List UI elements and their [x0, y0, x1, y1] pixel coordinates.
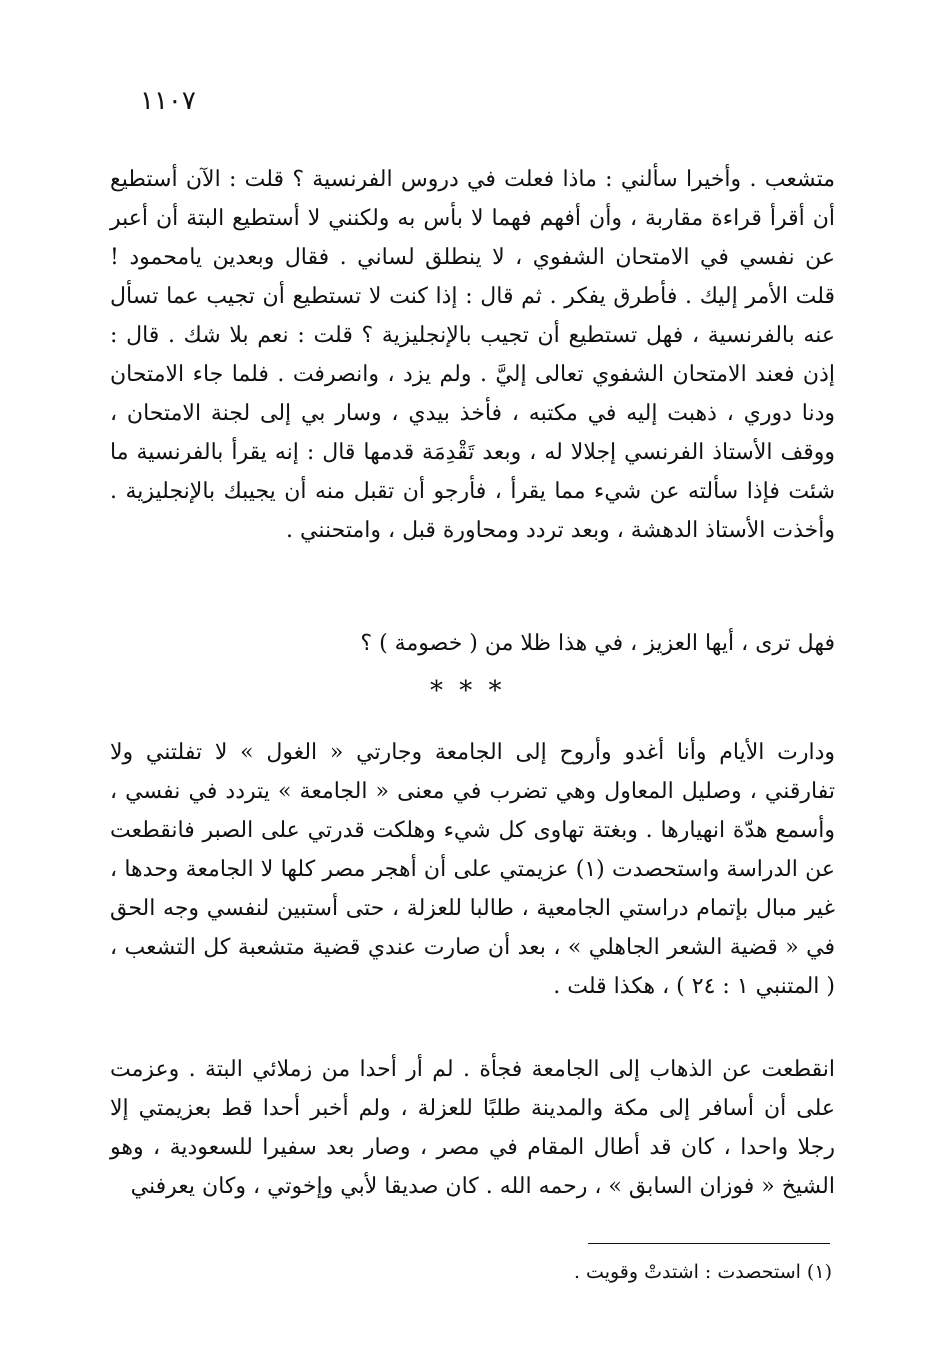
body-paragraph-1: متشعب . وأخيرا سألني : ماذا فعلت في دروس الفرنسية ؟ قلت : الآن أستطيع أن أقرأ قراءة مقاربة ، وأن أفهم فهما لا بأس به ولكنني لا أستطيع البتة أن أعبر عن نفسي في الامتحان الشفوي ، لا ينطلق لساني . فقال وبعدين يامحمود ! قلت الأمر إليك . فأطرق يفكر . ثم قال : إذا كنت لا تستطيع أن تجيب عما تسأل عنه بالفرنسية ، فهل تستطيع أن تجيب بالإنجليزية ؟ قلت : نعم بلا شك . قال : إذن فعند الامتحان الشفوي تعالى إليَّ . ولم يزد ، وانصرفت . فلما جاء الامتحان ودنا دوري ، ذهبت إليه في مكتبه ، فأخذ بيدي ، وسار بي إلى لجنة الامتحان ، ووقف الأستاذ الفرنسي إجلالا له ، وبعد تَقْدِمَة قدمها قال : إنه يقرأ بالفرنسية ما شئت فإذا سألته عن شيء مما يقرأ ، فأرجو أن تقبل منه أن يجيبك بالإنجليزية . وأخذت الأستاذ الدهشة ، وبعد تردد ومحاورة قبل ، وامتحنني . [110, 167, 835, 543]
body-paragraph-3: ودارت الأيام وأنا أغدو وأروح إلى الجامعة وجارتي « الغول » لا تفلتني ولا تفارقني ، وصليل المعاول وهي تضرب في معنى « الجامعة » يتردد في نفسي ، وأسمع هدّة انهيارها . وبغتة تهاوى كل شيء وهلكت قدرتي على الصبر فانقطعت عن الدراسة واستحصدت (١) عزيمتي على أن أهجر مصر كلها لا الجامعة وحدها ، غير مبال بإتمام دراستي الجامعية ، طالبا للعزلة ، حتى أستبين لنفسي وجه الحق في « قضية الشعر الجاهلي » ، بعد أن صارت عندي قضية متشعبة كل التشعب ، ( المتنبي ١ : ٢٤ ) ، هكذا قلت . [110, 740, 835, 999]
section-separator: * * * [430, 676, 506, 706]
body-paragraph-4: انقطعت عن الذهاب إلى الجامعة فجأة . لم أر أحدا من زملائي البتة . وعزمت على أن أسافر إلى مكة والمدينة طلبًا للعزلة ، ولم أخبر أحدا قط بعزيمتي إلا رجلا واحدا ، كان قد أطال المقام في مصر ، وصار بعد سفيرا للسعودية ، وهو الشيخ « فوزان السابق » ، رحمه الله . كان صديقا لأبي وإخوتي ، وكان يعرفني [110, 1057, 835, 1199]
page-number: ١١٠٧ [140, 86, 196, 116]
footnote-divider [588, 1243, 830, 1244]
body-paragraph-2: فهل ترى ، أيها العزيز ، في هذا ظلا من ( خصومة ) ؟ [360, 631, 835, 656]
footnote: (١) استحصدت : اشتدتْ وقويت . [573, 1261, 832, 1283]
